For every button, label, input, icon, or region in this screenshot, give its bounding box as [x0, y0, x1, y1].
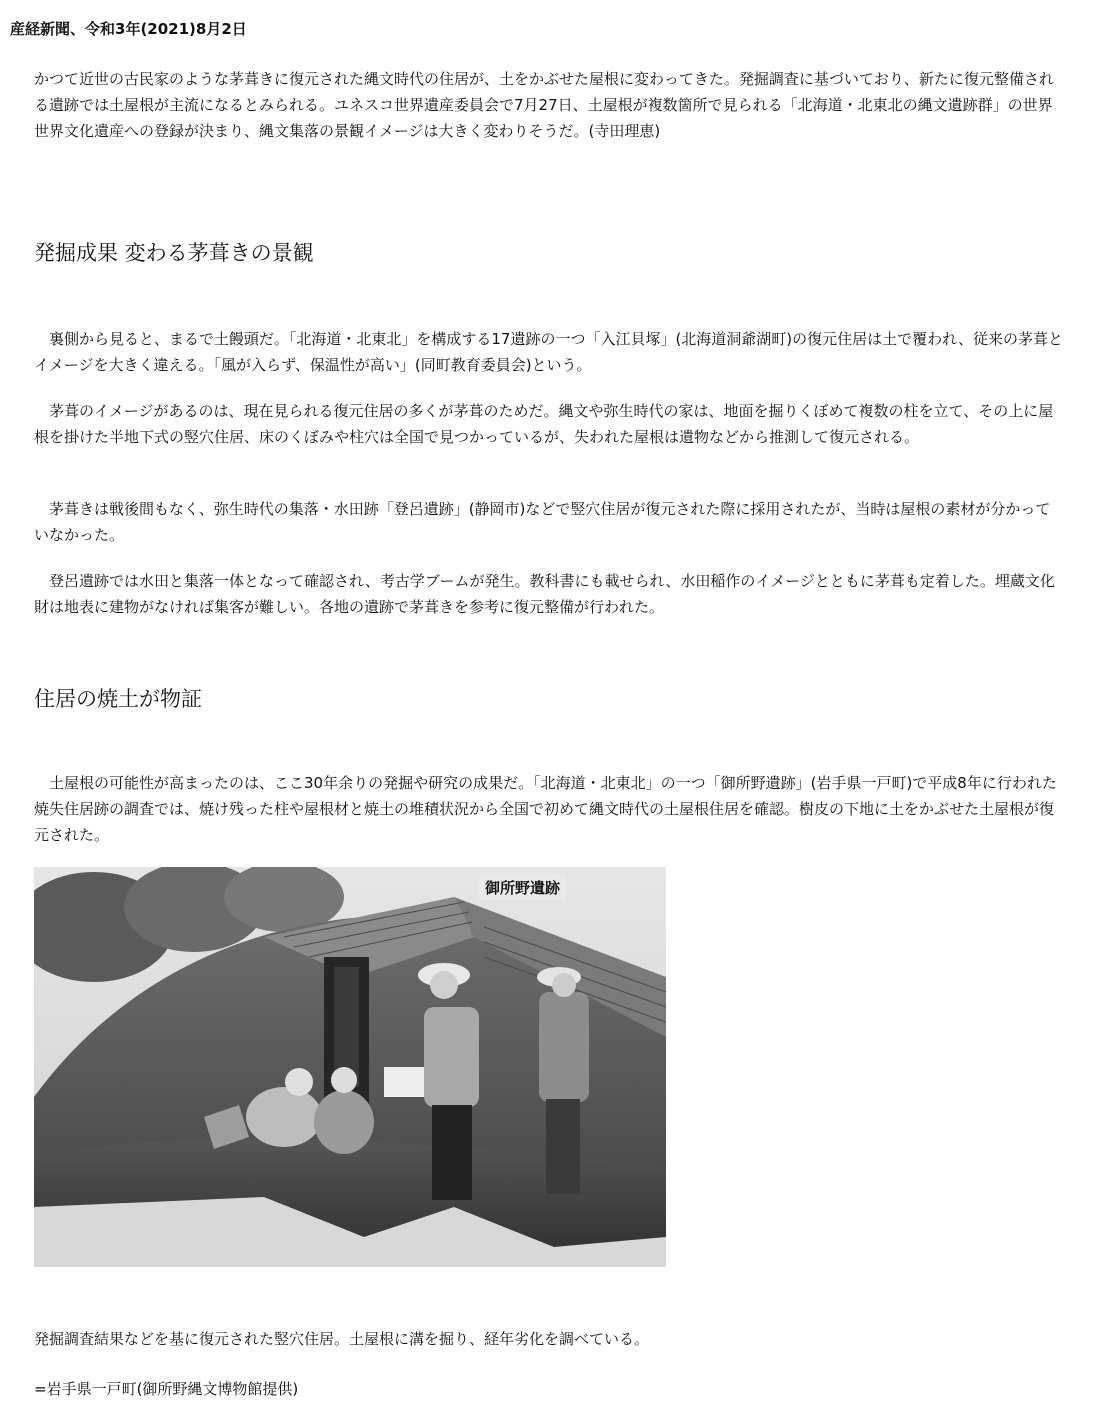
photo-label: 御所野遺跡 — [479, 875, 566, 900]
source-line: 産経新聞、令和3年(2021)8月2日 — [10, 20, 247, 38]
photo-credit: =岩手県一戸町(御所野縄文博物館提供) — [34, 1380, 299, 1398]
section1-paragraph-3: 茅葺きは戦後間もなく、弥生時代の集落・水田跡「登呂遺跡」(静岡市)などで竪穴住居が復元された際に採用されたが、当時は屋根の素材が分かっていなかった。 — [34, 500, 1051, 544]
section-heading-1: 発掘成果 変わる茅葺きの景観 — [34, 241, 314, 265]
excavation-photo — [34, 867, 666, 1267]
section-heading-2: 住居の焼土が物証 — [34, 687, 202, 711]
lead-paragraph: かつて近世の古民家のような茅葺きに復元された縄文時代の住居が、土をかぶせた屋根に変わってきた。発掘調査に基づいており、新たに復元整備される遺跡では土屋根が主流になるとみられる。ユネスコ世界遺産委員会で7月27日、土屋根が複数箇所で見られる「北海道・北東北の縄文遺跡群」の世界世界文化遺産への登録が決まり、縄文集落の景観イメージは大きく変わりそうだ。(寺田理恵) — [34, 70, 1054, 140]
section2-paragraph-1: 土屋根の可能性が高まったのは、ここ30年余りの発掘や研究の成果だ。「北海道・北東北」の一つ「御所野遺跡」(岩手県一戸町)で平成8年に行われた焼失住居跡の調査では、焼け残った柱や屋根材と焼土の堆積状況から全国で初めて縄文時代の土屋根住居を確認。樹皮の下地に土をかぶせた土屋根が復元された。 — [34, 774, 1057, 844]
section1-paragraph-2: 茅葺のイメージがあるのは、現在見られる復元住居の多くが茅葺のためだ。縄文や弥生時代の家は、地面を掘りくぼめて複数の柱を立て、その上に屋根を掛けた半地下式の竪穴住居、床のくぼみや柱穴は全国で見つかっているが、失われた屋根は遺物などから推測して復元される。 — [34, 402, 1054, 446]
section1-paragraph-1: 裏側から見ると、まるで土饅頭だ。「北海道・北東北」を構成する17遺跡の一つ「入江貝塚」(北海道洞爺湖町)の復元住居は土で覆われ、従来の茅葺とイメージを大きく違える。「風が入らず、保温性が高い」(同町教育委員会)という。 — [34, 330, 1064, 374]
section1-paragraph-4: 登呂遺跡では水田と集落一体となって確認され、考古学ブームが発生。教科書にも載せられ、水田稲作のイメージとともに茅葺も定着した。埋蔵文化財は地表に建物がなければ集客が難しい。各地の遺跡で茅葺きを参考に復元整備が行われた。 — [34, 572, 1055, 616]
photo-illustration — [34, 867, 666, 1267]
photo-caption: 発掘調査結果などを基に復元された竪穴住居。土屋根に溝を掘り、経年劣化を調べている。 — [34, 1330, 650, 1348]
